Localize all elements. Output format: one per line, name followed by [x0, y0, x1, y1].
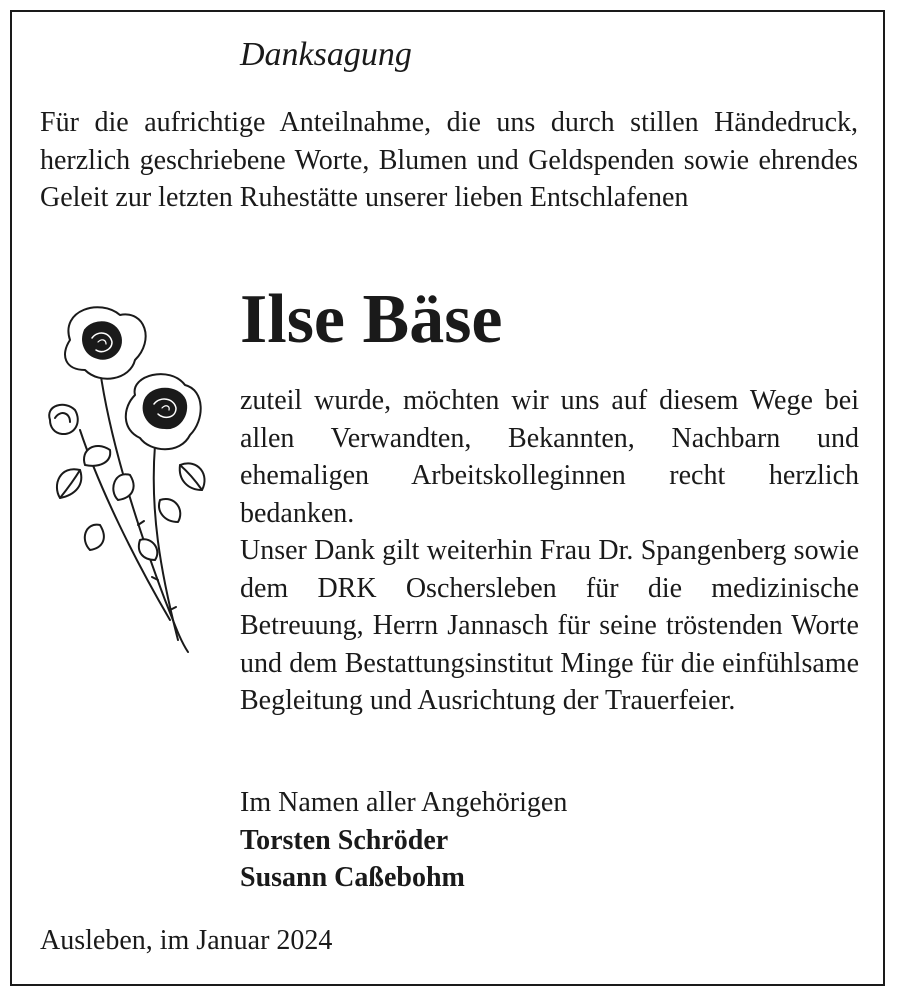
thanks-paragraph: zuteil wurde, möchten wir uns auf diesem Wege bei allen Verwandten, Bekannten, Nachbarn und ehemaligen Arbeitskolleginnen recht herzlich bedanken. [240, 385, 859, 529]
thanks-paragraph-2: Unser Dank gilt weiterhin Frau Dr. Spangenberg sowie dem DRK Oschersleben für die medizinische Betreuung, Herrn Jannasch für seine tröstenden Worte und dem Bestattungsinstitut Minge für die einfühlsame Begleitung und Ausrichtung der Trauerfeier. [240, 535, 859, 716]
intro-text: Für die aufrichtige Anteilnahme, die uns durch stillen Händedruck, herzlich geschriebene Worte, Blumen und Geldspenden sowie ehrendes Geleit zur letzten Ruhestätte unserer lieben Entschlafenen [40, 107, 858, 213]
signoff-line: Im Namen aller Angehörigen [240, 787, 568, 818]
signer-name-2: Susann Caßebohm [240, 862, 465, 893]
body-text [240, 382, 859, 720]
deceased-name: Ilse Bäse [240, 281, 503, 358]
signature-block [240, 784, 567, 897]
roses-icon [40, 300, 220, 660]
signer-name: Torsten Schröder [240, 824, 449, 856]
place-date: Ausleben, im Januar 2024 [40, 925, 333, 956]
ad-heading: Danksagung [240, 36, 412, 73]
